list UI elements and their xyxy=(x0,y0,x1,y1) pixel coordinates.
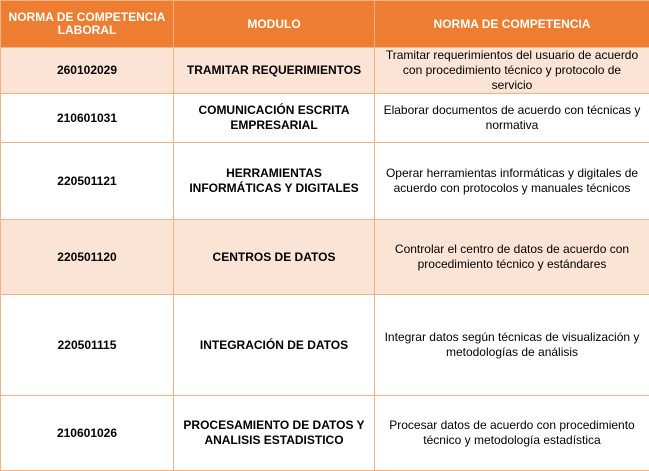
row-competency: Tramitar requerimientos del usuario de acuerdo con procedimiento técnico y protocolo de servicio xyxy=(375,48,649,94)
row-code: 210601026 xyxy=(1,396,174,471)
table-row xyxy=(1,220,649,295)
header-code: NORMA DE COMPETENCIA LABORAL xyxy=(1,1,174,48)
row-competency: Elaborar documentos de acuerdo con técnicas y normativa xyxy=(375,94,649,143)
table-row xyxy=(1,396,649,471)
row-code: 210601031 xyxy=(1,94,174,143)
row-code: 220501120 xyxy=(1,220,174,295)
header-module: MODULO xyxy=(174,1,375,48)
row-code: 220501115 xyxy=(1,295,174,396)
row-competency: Controlar el centro de datos de acuerdo con procedimiento técnico y estándares xyxy=(375,220,649,295)
row-module: COMUNICACIÓN ESCRITA EMPRESARIAL xyxy=(174,94,375,143)
row-code: 220501121 xyxy=(1,143,174,220)
row-competency: Procesar datos de acuerdo con procedimiento técnico y metodología estadística xyxy=(375,396,649,471)
row-competency: Integrar datos según técnicas de visualización y metodologías de análisis xyxy=(375,295,649,396)
row-competency: Operar herramientas informáticas y digitales de acuerdo con protocolos y manuales técnicos xyxy=(375,143,649,220)
row-module: PROCESAMIENTO DE DATOS Y ANALISIS ESTADISTICO xyxy=(174,396,375,471)
row-module: CENTROS DE DATOS xyxy=(174,220,375,295)
table-row xyxy=(1,94,649,143)
row-module: INTEGRACIÓN DE DATOS xyxy=(174,295,375,396)
header-competency: NORMA DE COMPETENCIA xyxy=(375,1,649,48)
row-module: TRAMITAR REQUERIMIENTOS xyxy=(174,48,375,94)
table-row xyxy=(1,143,649,220)
header-row xyxy=(1,1,649,48)
row-code: 260102029 xyxy=(1,48,174,94)
table-row xyxy=(1,48,649,94)
row-module: HERRAMIENTAS INFORMÁTICAS Y DIGITALES xyxy=(174,143,375,220)
table-row xyxy=(1,295,649,396)
